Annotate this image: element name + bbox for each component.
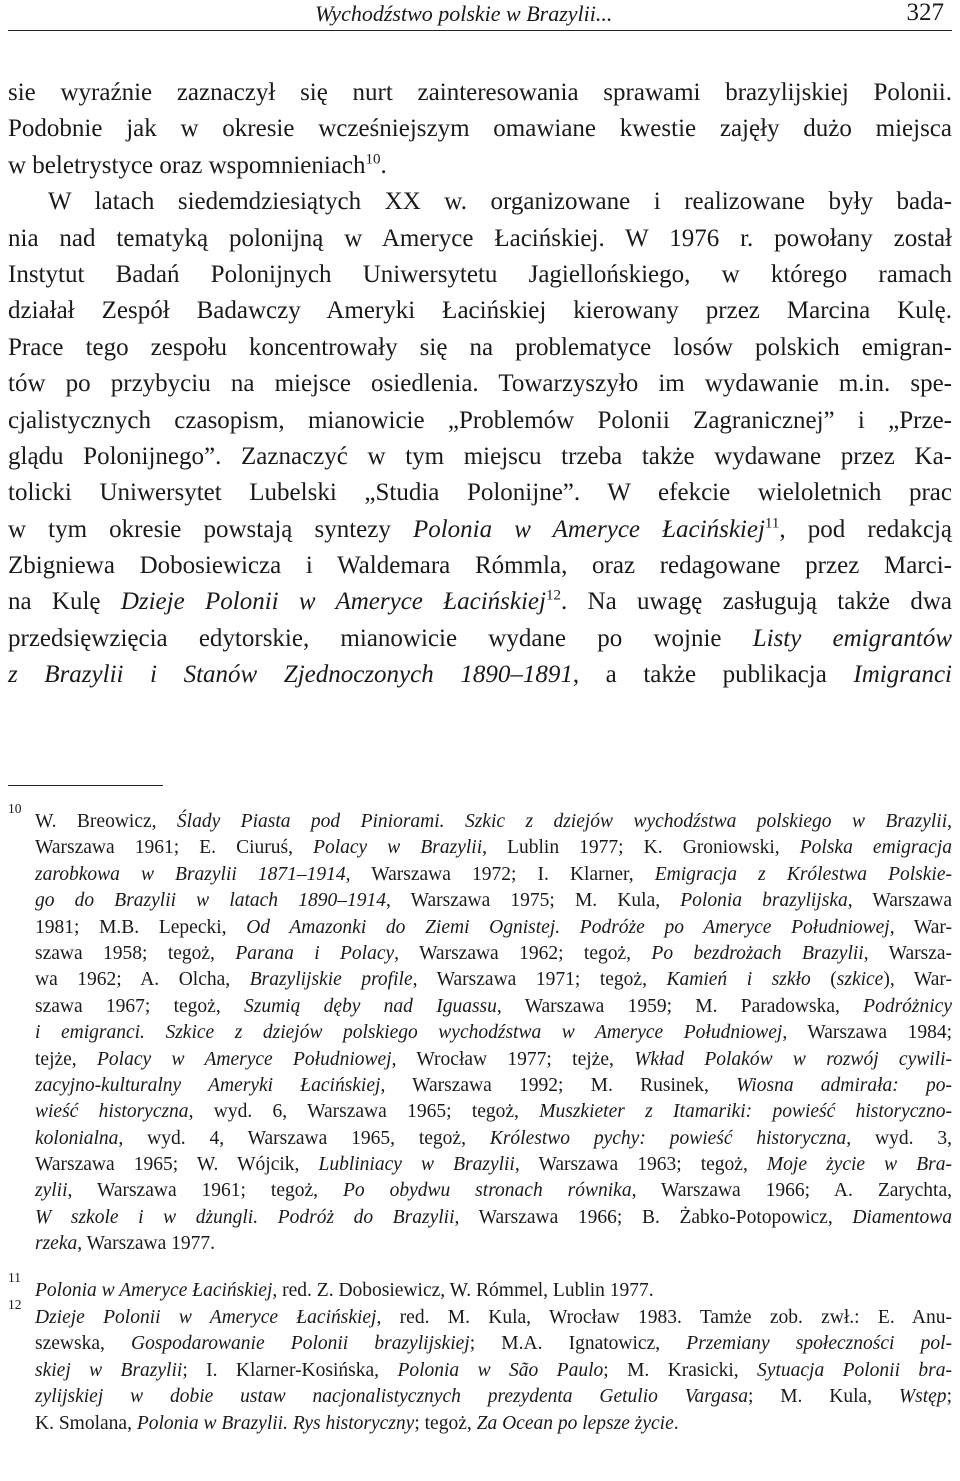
footnote-separator — [8, 785, 163, 786]
footnote-line: K. Smolana, Polonia w Brazylii. Rys historyczny; tegoż, Za Ocean po lepsze życie. — [35, 1412, 679, 1434]
footnote-10 — [8, 801, 953, 1258]
footnote-number: 12 — [8, 1297, 22, 1312]
footnote-line: 1981; M.B. Lepecki, Od Amazonki do Ziemi Ognistej. Podróże po Ameryce Południowej, War- — [35, 916, 952, 938]
footnote-text — [8, 809, 952, 1258]
text-line: Podobnie jak w okresie wcześniejszym omawiane kwestie zajęły dużo miejsca — [8, 115, 952, 143]
footnote-line: Warszawa 1961; E. Ciuruś, Polacy w Brazylii, Lublin 1977; K. Groniowski, Polska emigracja — [35, 837, 952, 859]
footnote-line: Polonia w Ameryce Łacińskiej, red. Z. Dobosiewicz, W. Rómmel, Lublin 1977. — [35, 1280, 654, 1301]
text-line: przedsięwzięcia edytorskie, mianowicie wydane po wojnie Listy emigrantów — [8, 624, 952, 652]
text-line: w beletrystyce oraz wspomnieniach$^{10}$. — [8, 151, 387, 179]
running-title: Wychodźstwo polskie w Brazylii... — [315, 1, 613, 26]
footnote-line: szawa 1958; tegoż, Parana i Polacy, Warszawa 1962; tegoż, Po bezdrożach Brazylii, Warsza- — [35, 942, 952, 964]
footnote-line: W szkole i w dżungli. Podróż do Brazylii, Warszawa 1966; B. Żabko-Potopowicz, Diamentowa — [35, 1206, 952, 1228]
footnote-line: wa 1962; A. Olcha, Brazylijskie profile, Warszawa 1971; tegoż, Kamień i szkło (szkice), War- — [35, 969, 953, 991]
text-line: działał Zespół Badawczy Ameryki Łacińskiej kierowany przez Marcina Kulę. — [8, 297, 952, 325]
text-line: Prace tego zespołu koncentrowały się na problematyce losów polskich emigran- — [8, 333, 952, 361]
footnote-text — [8, 1278, 952, 1304]
text-line: Instytut Badań Polonijnych Uniwersytetu Jagiellońskiego, w którego ramach — [8, 260, 952, 288]
page-number: 327 — [906, 0, 944, 26]
footnote-ref-11[interactable]: 11 — [764, 515, 780, 532]
footnote-line: skiej w Brazylii; I. Klarner-Kosińska, Polonia w São Paulo; M. Krasicki, Sytuacja Polonii bra- — [35, 1359, 952, 1381]
text-line: Zbigniewa Dobosiewicza i Waldemara Rómmla, oraz redagowane przez Marci- — [8, 552, 952, 580]
footnote-line: i emigranci. Szkice z dziejów polskiego wychodźstwa w Ameryce Południowej, Warszawa 1984; — [35, 1022, 952, 1044]
footnote-line: zylii, Warszawa 1961; tegoż, Po obydwu stronach równika, Warszawa 1966; A. Zarychta, — [35, 1180, 952, 1202]
footnote-line: W. Breowicz, Ślady Piasta pod Piniorami. Szkic z dziejów wychodźstwa polskiego w Brazylii, — [35, 811, 952, 832]
footnote-line: szawa 1967; tegoż, Szumią dęby nad Iguassu, Warszawa 1959; M. Paradowska, Podróżnicy — [35, 995, 952, 1017]
footnote-line: rzeka, Warszawa 1977. — [35, 1233, 216, 1255]
footnote-line: zylijskiej w dobie ustaw nacjonalistycznych prezydenta Getulio Vargasa; M. Kula, Wstęp; — [35, 1386, 952, 1408]
text-line: nia nad tematyką polonijną w Ameryce Łacińskiej. W 1976 r. powołany został — [8, 224, 952, 252]
text-line: na Kulę Dzieje Polonii w Ameryce Łacińskiej$^{12}$. Na uwagę zasługują także dwa — [8, 588, 952, 616]
footnote-line: kolonialna, wyd. 4, Warszawa 1965, tegoż, Królestwo pychy: powieść historyczna, wyd. 3, — [35, 1127, 952, 1149]
footnote-line: Dzieje Polonii w Ameryce Łacińskiej, red. M. Kula, Wrocław 1983. Tamże zob. zwł.: E. Anu- — [35, 1307, 953, 1328]
footnote-line: zarobkowa w Brazylii 1871–1914, Warszawa 1972; I. Klarner, Emigracja z Królestwa Polskie- — [35, 863, 952, 885]
text-line: W latach siedemdziesiątych XX w. organizowane i realizowane były bada- — [48, 188, 952, 216]
footnote-number: 10 — [8, 801, 22, 816]
footnote-line: Warszawa 1965; W. Wójcik, Lubliniacy w Brazylii, Warszawa 1963; tegoż, Moje życie w Bra- — [35, 1154, 952, 1176]
footnote-ref-12[interactable]: 12 — [545, 588, 561, 605]
text-line: sie wyraźnie zaznaczył się nurt zainteresowania sprawami brazylijskiej Polonii. — [8, 79, 952, 106]
text-line: tów po przybyciu na miejsce osiedlenia. Towarzyszyło im wydawanie m.in. spe- — [8, 370, 952, 398]
text-line: cjalistycznych czasopism, mianowicie „Problemów Polonii Zagranicznej” i „Prze- — [8, 406, 952, 434]
footnote-11 — [8, 1270, 952, 1304]
footnote-text — [8, 1305, 952, 1437]
footnote-line: go do Brazylii w latach 1890–1914, Warszawa 1975; M. Kula, Polonia brazylijska, Warszawa — [35, 890, 953, 912]
footnote-number: 11 — [8, 1270, 21, 1285]
footnote-line: zacyjno-kulturalny Ameryki Łacińskiej, Warszawa 1992; M. Rusinek, Wiosna admirała: po- — [35, 1074, 953, 1096]
main-text — [8, 75, 952, 694]
footnote-line: wieść historyczna, wyd. 6, Warszawa 1965; tegoż, Muszkieter z Itamariki: powieść historyczno- — [35, 1101, 952, 1123]
text-line: w tym okresie powstają syntezy Polonia w Ameryce Łacińskiej$^{11}$, pod redakcją — [8, 515, 952, 543]
footnote-ref-10[interactable]: 10 — [365, 151, 381, 168]
text-line: z Brazylii i Stanów Zjednoczonych 1890–1891, a także publikacja Imigranci — [8, 661, 952, 689]
running-header — [8, 0, 952, 31]
footnote-line: szewska, Gospodarowanie Polonii brazylijskiej; M.A. Ignatowicz, Przemiany społeczności pol- — [35, 1333, 952, 1355]
text-line: glądu Polonijnego”. Zaznaczyć w tym miejscu trzeba także wydawane przez Ka- — [8, 442, 952, 470]
text-line: tolicki Uniwersytet Lubelski „Studia Polonijne”. W efekcie wieloletnich prac — [8, 479, 952, 507]
document-page — [8, 0, 952, 1481]
footnote-line: tejże, Polacy w Ameryce Południowej, Wrocław 1977; tejże, Wkład Polaków w rozwój cywili- — [35, 1048, 952, 1070]
footnote-12 — [8, 1297, 953, 1437]
